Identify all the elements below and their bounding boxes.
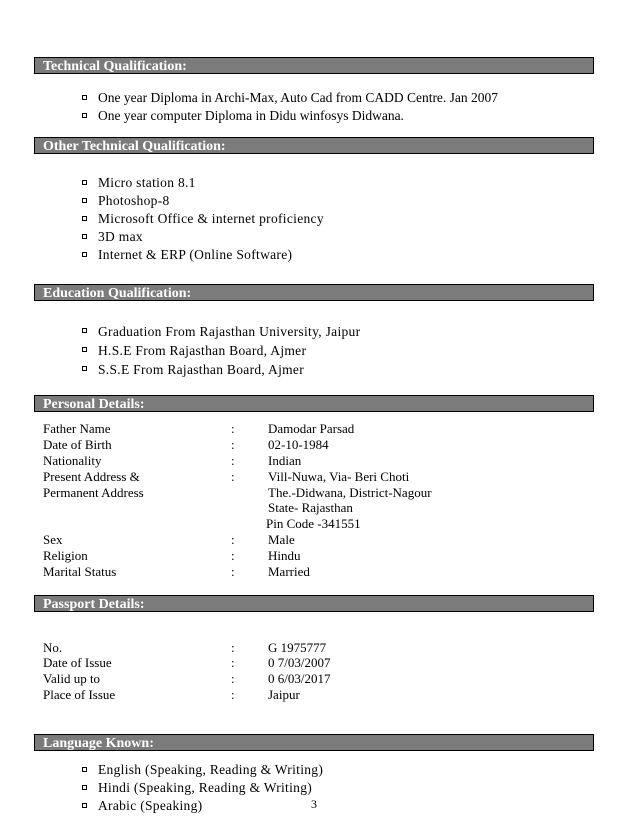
- list-item: Hindi (Speaking, Reading & Writing): [82, 779, 323, 797]
- list-item: 3D max: [82, 228, 324, 246]
- place-of-issue-value: Jaipur: [268, 687, 300, 702]
- list-item: Internet & ERP (Online Software): [82, 246, 324, 264]
- list-item: S.S.E From Rajasthan Board, Ajmer: [82, 360, 360, 379]
- date-of-issue-value: 0 7/03/2007: [268, 655, 331, 670]
- sex-label: Sex: [43, 532, 63, 547]
- dob-label: Date of Birth: [43, 437, 112, 452]
- address-line: The.-Didwana, District-Nagour: [268, 485, 432, 500]
- square-bullet-icon: [82, 180, 87, 185]
- dob-value: 02-10-1984: [268, 437, 329, 452]
- present-address-label: Present Address &: [43, 469, 140, 484]
- separator-colon: :: [231, 421, 235, 436]
- valid-up-to-label: Valid up to: [43, 671, 101, 686]
- list-item: Photoshop-8: [82, 192, 324, 210]
- square-bullet-icon: [82, 234, 87, 239]
- list-item: Microsoft Office & internet proficiency: [82, 210, 324, 228]
- passport-no-value: G 1975777: [268, 640, 327, 655]
- square-bullet-icon: [82, 767, 87, 772]
- separator-colon: :: [231, 437, 235, 452]
- square-bullet-icon: [82, 785, 87, 790]
- list-item: Micro station 8.1: [82, 174, 324, 192]
- square-bullet-icon: [82, 113, 87, 118]
- separator-colon: :: [231, 671, 235, 686]
- father-name-label: Father Name: [43, 421, 111, 436]
- square-bullet-icon: [82, 328, 87, 333]
- separator-colon: :: [231, 548, 235, 563]
- separator-colon: :: [231, 564, 235, 579]
- religion-value: Hindu: [268, 548, 301, 563]
- separator-colon: :: [231, 687, 235, 702]
- religion-label: Religion: [43, 548, 88, 563]
- technical-qualification-list: [82, 89, 498, 125]
- list-item: English (Speaking, Reading & Writing): [82, 761, 323, 779]
- address-line: Pin Code -341551: [266, 516, 361, 531]
- page-number: 3: [311, 797, 317, 811]
- other-technical-qualification-heading: Other Technical Qualification:: [34, 137, 594, 154]
- nationality-label: Nationality: [43, 453, 102, 468]
- square-bullet-icon: [82, 198, 87, 203]
- valid-up-to-value: 0 6/03/2017: [268, 671, 331, 686]
- marital-status-value: Married: [268, 564, 310, 579]
- date-of-issue-label: Date of Issue: [43, 655, 112, 670]
- list-item: H.S.E From Rajasthan Board, Ajmer: [82, 341, 360, 360]
- personal-details-heading: Personal Details:: [34, 395, 594, 412]
- square-bullet-icon: [82, 347, 87, 352]
- passport-no-label: No.: [43, 640, 63, 655]
- marital-status-label: Marital Status: [43, 564, 117, 579]
- square-bullet-icon: [82, 252, 87, 257]
- list-item: Graduation From Rajasthan University, Jaipur: [82, 322, 360, 341]
- separator-colon: :: [231, 532, 235, 547]
- sex-value: Male: [268, 532, 295, 547]
- passport-details-heading: Passport Details:: [34, 595, 594, 612]
- separator-colon: :: [231, 655, 235, 670]
- father-name-value: Damodar Parsad: [268, 421, 355, 436]
- square-bullet-icon: [82, 216, 87, 221]
- other-technical-qualification-list: [82, 174, 324, 264]
- separator-colon: :: [231, 640, 235, 655]
- place-of-issue-label: Place of Issue: [43, 687, 116, 702]
- language-known-heading: Language Known:: [34, 734, 594, 751]
- nationality-value: Indian: [268, 453, 302, 468]
- permanent-address-label: Permanent Address: [43, 485, 144, 500]
- separator-colon: :: [231, 453, 235, 468]
- language-known-list: [82, 761, 323, 815]
- list-item: Arabic (Speaking): [82, 797, 323, 815]
- square-bullet-icon: [82, 366, 87, 371]
- square-bullet-icon: [82, 95, 87, 100]
- square-bullet-icon: [82, 803, 87, 808]
- education-qualification-heading: Education Qualification:: [34, 284, 594, 301]
- technical-qualification-heading: Technical Qualification:: [34, 57, 594, 74]
- list-item: One year computer Diploma in Didu winfosys Didwana.: [82, 107, 498, 125]
- list-item: One year Diploma in Archi-Max, Auto Cad from CADD Centre. Jan 2007: [82, 89, 498, 107]
- address-line: State- Rajasthan: [268, 500, 353, 515]
- address-line: Vill-Nuwa, Via- Beri Choti: [268, 469, 410, 484]
- education-qualification-list: [82, 322, 360, 379]
- separator-colon: :: [231, 469, 235, 484]
